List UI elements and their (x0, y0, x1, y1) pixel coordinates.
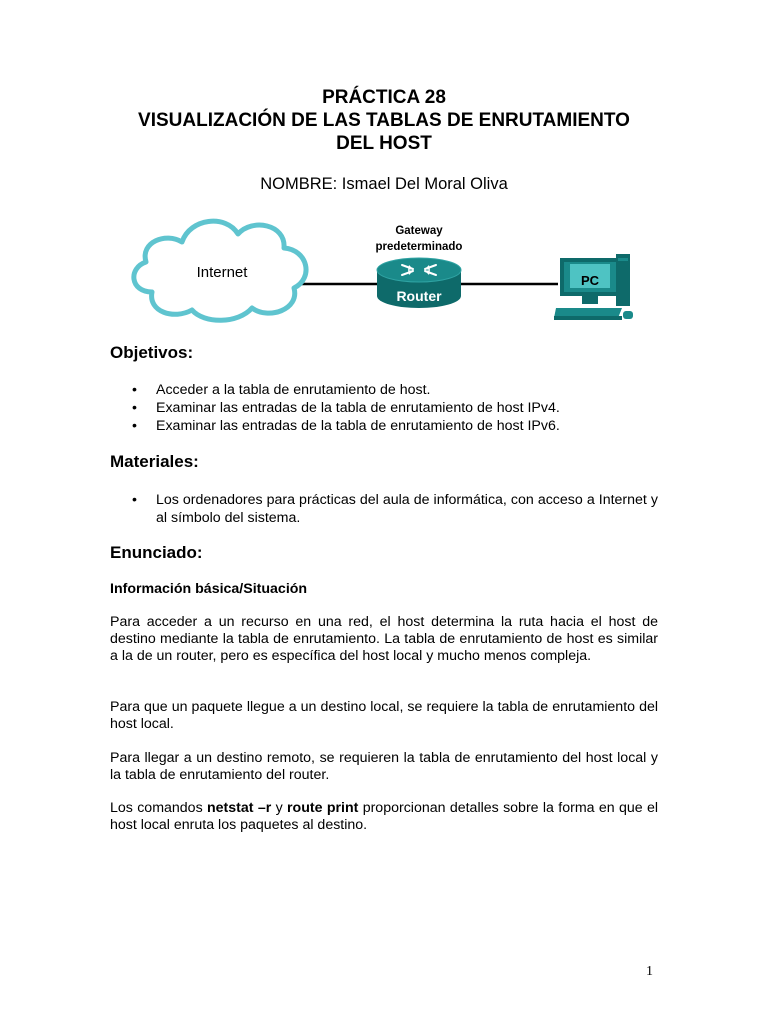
objetivos-heading: Objetivos: (110, 343, 194, 362)
title-line-2: VISUALIZACIÓN DE LAS TABLAS DE ENRUTAMIENTO (138, 110, 630, 131)
objetivos-list (110, 381, 658, 435)
title-line-1: PRÁCTICA 28 (322, 87, 446, 108)
materiales-heading: Materiales: (110, 452, 199, 471)
paragraph-4: Los comandos netstat –r y route print proporcionan detalles sobre la forma en que el host local enruta los paquetes al destino. (110, 800, 659, 833)
author-name: NOMBRE: Ismael Del Moral Oliva (260, 175, 508, 193)
enunciado-heading: Enunciado: (110, 543, 203, 562)
list-item: • Los ordenadores para prácticas del aula de informática, con acceso a Internet y al símbolo del sistema. (132, 492, 658, 526)
paragraph-1: Para acceder a un recurso en una red, el host determina la ruta hacia el host de destino mediante la tabla de enrutamiento. La tabla de enrutamiento de host es similar a la de un router, pero es específica del host local y mucho menos compleja. (110, 614, 658, 664)
cloud-label: Internet (196, 264, 248, 281)
paragraph-3: Para llegar a un destino remoto, se requieren la tabla de enrutamiento del host local y la tabla de enrutamiento del router. (110, 750, 658, 783)
router-label: Router (396, 288, 442, 304)
list-item: • Examinar las entradas de la tabla de enrutamiento de host IPv6. (132, 418, 560, 434)
page-number: 1 (646, 964, 653, 979)
command-netstat: netstat –r (207, 800, 272, 816)
paragraph-2: Para que un paquete llegue a un destino local, se requiere la tabla de enrutamiento del host local. (110, 699, 658, 732)
list-item: • Examinar las entradas de la tabla de enrutamiento de host IPv4. (132, 400, 560, 416)
pc-label: PC (580, 273, 600, 288)
list-item: • Acceder a la tabla de enrutamiento de host. (132, 382, 431, 398)
command-route-print: route print (287, 800, 359, 816)
title-line-3: DEL HOST (336, 133, 432, 154)
gateway-label-line-2: predeterminado (375, 241, 463, 253)
materiales-list (110, 491, 658, 527)
info-subheading: Información básica/Situación (110, 581, 308, 597)
network-diagram (124, 212, 644, 330)
gateway-label-line-1: Gateway (395, 225, 443, 237)
